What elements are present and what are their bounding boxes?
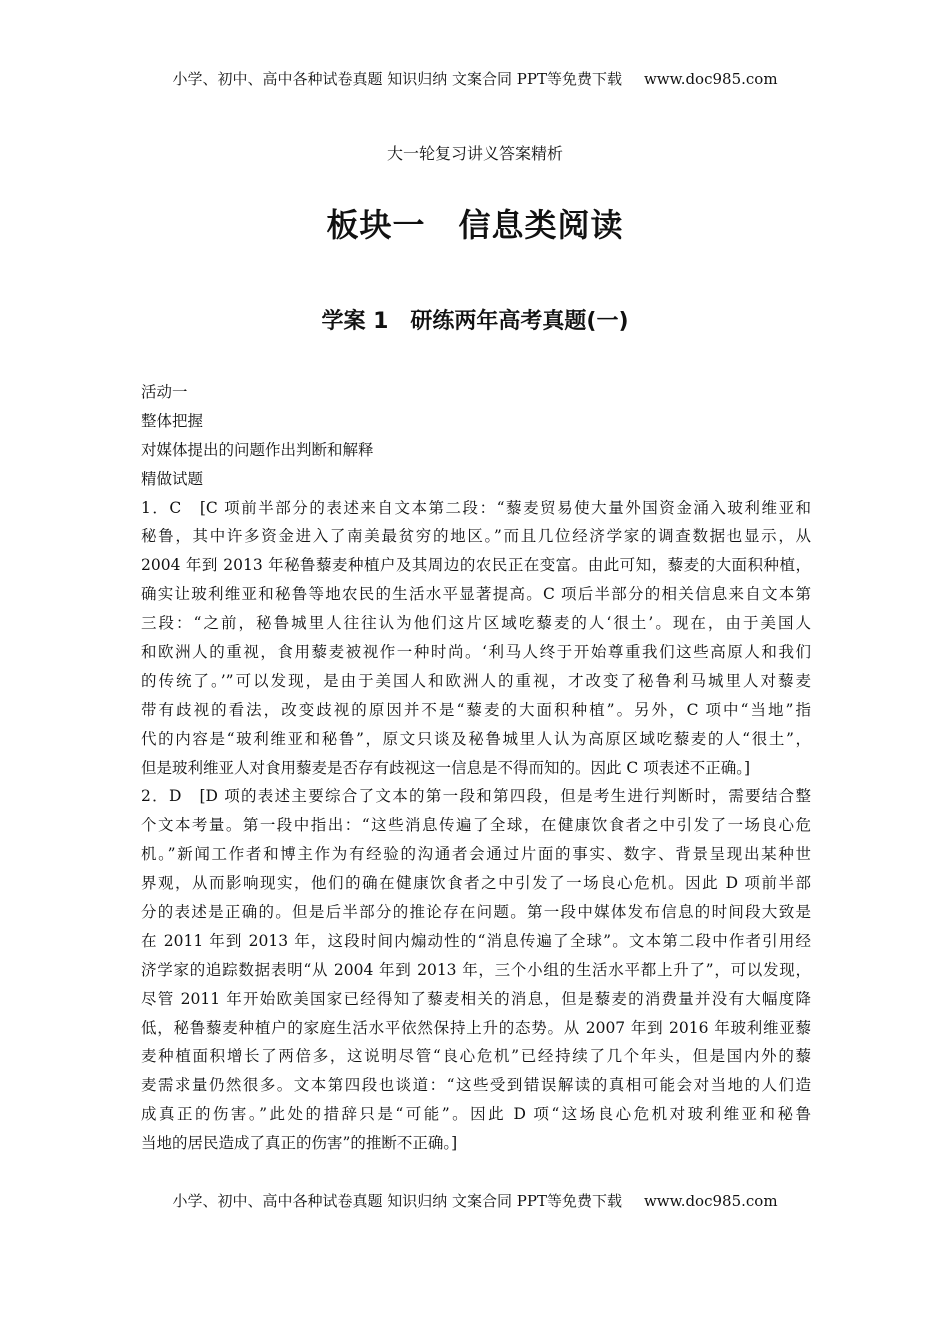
- answer-line: 2．D [D 项的表述主要综合了文本的第一段和第四段，但是考生进行判断时，需要结合整: [141, 787, 811, 806]
- answer-line: 尽管 2011 年开始欧美国家已经得知了藜麦相关的消息，但是藜麦的消费量并没有大幅度降: [141, 989, 811, 1008]
- answer-2: [141, 782, 811, 1158]
- activity-heading: 活动一: [141, 383, 188, 401]
- practice-heading: 精做试题: [141, 469, 204, 488]
- answer-line: 成真正的伤害。”此处的措辞只是“可能”。因此 D 项“这场良心危机对玻利维亚和秘鲁: [141, 1105, 811, 1124]
- answer-line: 三段：“之前，秘鲁城里人往往认为他们这片区域吃藜麦的人‘很土’。现在，由于美国人: [141, 614, 811, 633]
- footer-text: 小学、初中、高中各种试卷真题 知识归纳 文案合同 PPT等免费下载: [172, 1192, 622, 1210]
- answer-line: 2004 年到 2013 年秘鲁藜麦种植户及其周边的农民正在变富。由此可知，藜麦的大面积种植，: [141, 556, 811, 575]
- answer-line: 代的内容是“玻利维亚和秘鲁”，原文只谈及秘鲁城里人认为高原区域吃藜麦的人“很土”，: [141, 729, 811, 748]
- header-text: 小学、初中、高中各种试卷真题 知识归纳 文案合同 PPT等免费下载: [172, 70, 622, 88]
- answer-line: 但是玻利维亚人对食用藜麦是否存有歧视这一信息是不得而知的。因此 C 项表述不正确。]: [141, 758, 751, 777]
- overall-heading: 整体把握: [141, 411, 204, 430]
- page-title: 板块一 信息类阅读: [326, 206, 624, 244]
- document-body: [141, 378, 811, 1158]
- document-subtitle: 大一轮复习讲义答案精析: [386, 144, 563, 163]
- answer-line: 分的表述是正确的。但是后半部分的推论存在问题。第一段中媒体发布信息的时间段大致是: [141, 903, 811, 922]
- answer-line: 机。”新闻工作者和博主作为有经验的沟通者会通过片面的事实、数字、背景呈现出某种世: [141, 845, 811, 864]
- answer-line: 秘鲁，其中许多资金进入了南美最贫穷的地区。”而且几位经济学家的调查数据也显示，从: [141, 527, 811, 546]
- header-url-link[interactable]: www.doc985.com: [643, 70, 778, 88]
- answer-line: 和欧洲人的重视，食用藜麦被视作一种时尚。‘利马人终于开始尊重我们这些高原人和我们: [141, 643, 811, 662]
- answer-line: 界观，从而影响现实，他们的确在健康饮食者之中引发了一场良心危机。因此 D 项前半部: [141, 874, 811, 893]
- answer-line: 麦种植面积增长了两倍多，这说明尽管“良心危机”已经持续了几个年头，但是国内外的藜: [141, 1047, 811, 1066]
- section-title: 学案 1 研练两年高考真题(一): [321, 309, 629, 334]
- footer-url-link[interactable]: www.doc985.com: [643, 1192, 778, 1210]
- answer-line: 麦需求量仍然很多。文本第四段也谈道：“这些受到错误解读的真相可能会对当地的人们造: [141, 1076, 811, 1095]
- answer-line: 当地的居民造成了真正的伤害”的推断不正确。]: [141, 1134, 458, 1153]
- answer-line: 个文本考量。第一段中指出：“这些消息传遍了全球，在健康饮食者之中引发了一场良心危: [141, 816, 811, 835]
- answer-line: 济学家的追踪数据表明“从 2004 年到 2013 年，三个小组的生活水平都上升了”，可以发现，: [141, 960, 811, 979]
- answer-1: [141, 494, 811, 783]
- answer-line: 的传统了。’”可以发现，是由于美国人和欧洲人的重视，才改变了秘鲁利马城里人对藜麦: [141, 671, 811, 690]
- page-header: [0, 68, 950, 90]
- answer-line: 低，秘鲁藜麦种植户的家庭生活水平依然保持上升的态势。从 2007 年到 2016 年玻利维亚藜: [141, 1018, 811, 1037]
- answer-line: 在 2011 年到 2013 年，这段时间内煽动性的“消息传遍了全球”。文本第二段中作者引用经: [141, 931, 811, 950]
- page-footer: [0, 1190, 950, 1212]
- answer-line: 带有歧视的看法，改变歧视的原因并不是“藜麦的大面积种植”。另外，C 项中“当地”指: [141, 700, 811, 719]
- answer-line: 确实让玻利维亚和秘鲁等地农民的生活水平显著提高。C 项后半部分的相关信息来自文本第: [141, 585, 811, 604]
- task-description: 对媒体提出的问题作出判断和解释: [141, 440, 374, 459]
- answer-line: 1．C [C 项前半部分的表述来自文本第二段：“藜麦贸易使大量外国资金涌入玻利维亚和: [141, 498, 811, 517]
